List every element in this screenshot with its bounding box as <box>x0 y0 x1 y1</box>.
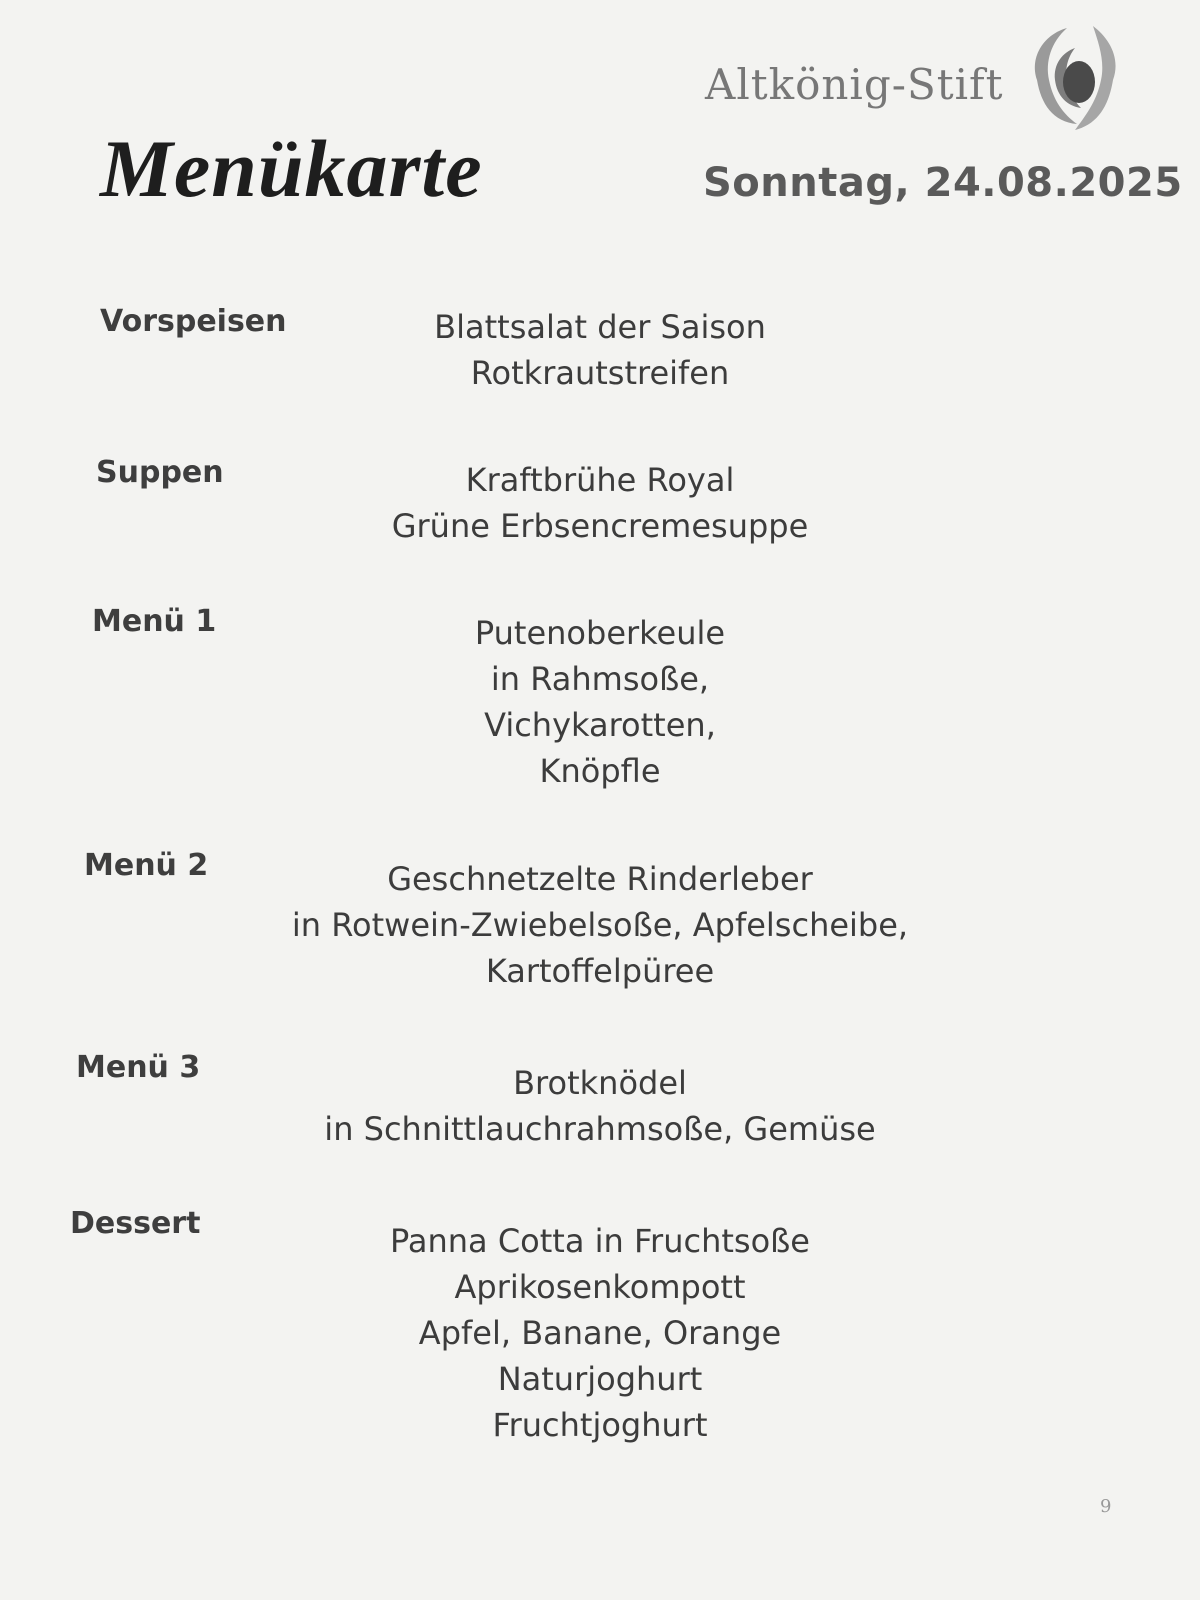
menu-item: Grüne Erbsencremesuppe <box>391 507 809 545</box>
menu-date: Sonntag, 24.08.2025 <box>703 160 1183 206</box>
menu-item: Knöpfle <box>539 752 661 790</box>
menu-item: Apfel, Banane, Orange <box>418 1314 782 1352</box>
page-number: 9 <box>1100 1496 1112 1517</box>
section-items-suppen <box>250 457 950 549</box>
menu-item: Naturjoghurt <box>497 1360 703 1398</box>
menu-item: Rotkrautstreifen <box>470 354 730 392</box>
menu-item: Panna Cotta in Fruchtsoße <box>390 1222 810 1260</box>
section-items-menu-3 <box>250 1060 950 1152</box>
section-items-dessert <box>250 1218 950 1448</box>
section-items-menu-1 <box>250 610 950 794</box>
menu-item: in Rahmsoße, <box>490 660 710 698</box>
menu-item: Blattsalat der Saison <box>434 308 766 346</box>
menu-item: Brotknödel <box>513 1064 687 1102</box>
section-items-menu-2 <box>250 856 950 994</box>
menu-item: in Schnittlauchrahmsoße, Gemüse <box>324 1110 876 1148</box>
section-label-vorspeisen: Vorspeisen <box>100 304 287 339</box>
section-label-menu-3: Menü 3 <box>76 1050 201 1085</box>
menu-item: Vichykarotten, <box>484 706 716 744</box>
menu-item: Aprikosenkompott <box>454 1268 746 1306</box>
menu-item: Kraftbrühe Royal <box>465 461 735 499</box>
section-label-suppen: Suppen <box>96 455 224 490</box>
page-title: Menükarte <box>100 123 483 214</box>
brand-name: Altkönig-Stift <box>705 60 1004 109</box>
menu-item: Fruchtjoghurt <box>492 1406 708 1444</box>
menu-item: Geschnetzelte Rinderleber <box>387 860 813 898</box>
menu-item: Kartoffelpüree <box>485 952 715 990</box>
section-items-vorspeisen <box>250 304 950 396</box>
menu-item: in Rotwein-Zwiebelsoße, Apfelscheibe, <box>291 906 909 944</box>
section-label-menu-2: Menü 2 <box>84 848 209 883</box>
section-label-menu-1: Menü 1 <box>92 604 217 639</box>
section-label-dessert: Dessert <box>70 1206 201 1241</box>
altkoenig-stift-logo-icon <box>1015 18 1135 143</box>
menu-item: Putenoberkeule <box>474 614 726 652</box>
